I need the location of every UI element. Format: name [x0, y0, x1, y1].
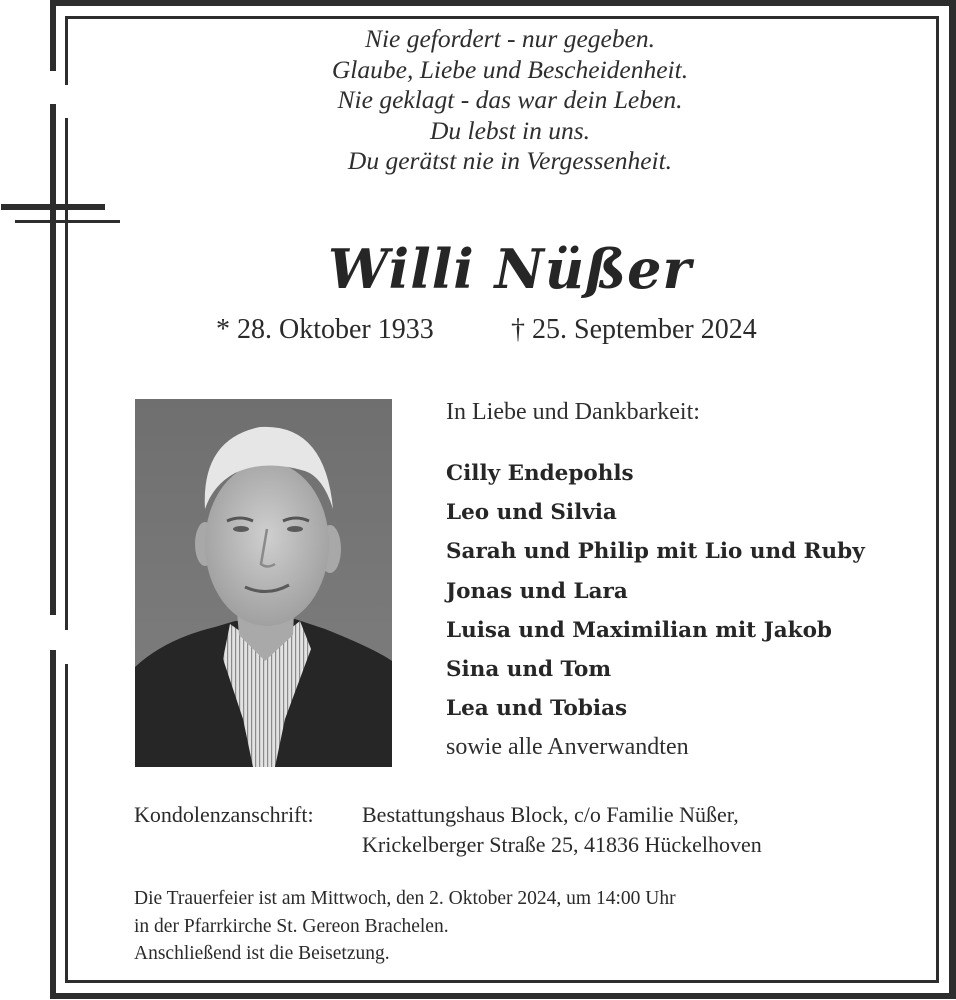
- service-info: [134, 885, 676, 968]
- frame-inner-bottom: [65, 980, 939, 983]
- frame-outer-bottom: [50, 993, 956, 999]
- birth-date: * 28. Oktober 1933: [216, 314, 434, 345]
- frame-inner-right: [936, 16, 939, 983]
- mourner-item: Leo und Silvia: [446, 500, 617, 526]
- frame-outer-left-bottom: [50, 650, 56, 999]
- poem-line: Glaube, Liebe und Bescheidenheit.: [331, 54, 689, 84]
- frame-outer-left-top: [50, 0, 56, 71]
- address-line-2: Krickelberger Straße 25, 41836 Hückelhoven: [362, 832, 762, 857]
- relatives-note: sowie alle Anverwandten: [446, 734, 689, 760]
- frame-inner-left-top: [65, 16, 68, 85]
- frame-outer-right: [949, 0, 956, 999]
- service-line: in der Pfarrkirche St. Gereon Brachelen.: [134, 915, 449, 937]
- poem-line: Nie geklagt - das war dein Leben.: [337, 85, 683, 114]
- poem-line: Nie gefordert - nur gegeben.: [364, 24, 656, 53]
- frame-inner-left-bottom: [65, 664, 68, 983]
- cross-icon-bar-thick: [1, 204, 105, 210]
- condolence-label: Kondolenzanschrift:: [134, 802, 314, 827]
- mourner-item: Sina und Tom: [446, 657, 612, 683]
- thanks-intro: In Liebe und Dankbarkeit:: [446, 399, 700, 425]
- mourner-item: Lea und Tobias: [446, 696, 628, 722]
- death-date: † 25. September 2024: [511, 314, 757, 345]
- mourner-item: Sarah und Philip mit Lio und Ruby: [446, 539, 865, 565]
- frame-outer-top: [50, 0, 956, 6]
- portrait-photo: [135, 399, 392, 767]
- service-line: Anschließend ist die Beisetzung.: [134, 943, 390, 964]
- portrait-image: [135, 399, 392, 767]
- deceased-name: Willi Nüßer: [327, 237, 692, 301]
- frame-inner-left-mid: [65, 118, 68, 630]
- mourner-list: [446, 454, 865, 728]
- mourner-item: Jonas und Lara: [446, 578, 628, 604]
- condolence-address: [134, 800, 762, 860]
- memorial-poem: [200, 24, 820, 177]
- frame-inner-top: [65, 16, 939, 19]
- poem-line: Du gerätst nie in Vergessenheit.: [347, 146, 673, 175]
- address-text: Bestattungshaus Block, c/o Familie Nüßer,: [362, 802, 739, 827]
- mourner-item: Cilly Endepohls: [446, 461, 634, 486]
- poem-line: Du lebst in uns.: [429, 115, 591, 145]
- cross-icon-bar-thin: [15, 220, 120, 223]
- mourner-item: Luisa und Maximilian mit Jakob: [446, 617, 832, 643]
- address-line-1: [134, 800, 762, 830]
- frame-outer-left-mid: [50, 104, 56, 615]
- service-line: Die Trauerfeier ist am Mittwoch, den 2. Oktober 2024, um 14:00 Uhr: [134, 888, 676, 909]
